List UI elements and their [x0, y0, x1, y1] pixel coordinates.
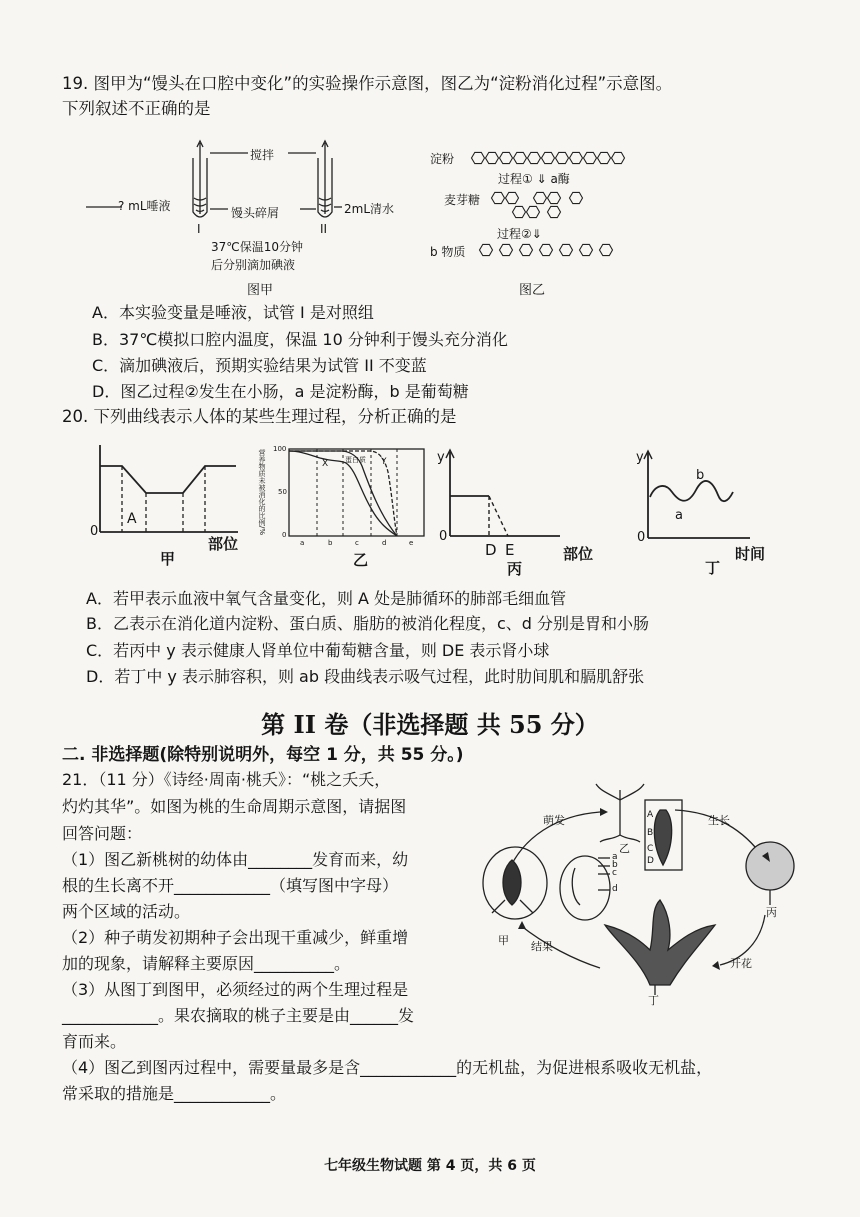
incubate-note-2: 后分别滴加碘液 [211, 258, 296, 272]
graph-bing-d: D [485, 541, 497, 559]
graph-yi-y-label: 营养物质未被消化的比例/% [258, 449, 266, 536]
graph-bing-origin: 0 [439, 529, 448, 544]
seed-letter-b: b [612, 860, 618, 870]
q19-stem-line2: 下列叙述不正确的是 [62, 99, 211, 118]
graph-yi-tick-50: 50 [278, 488, 287, 496]
q20-option-d: D．若丁中 y 表示肺容积，则 ab 段曲线表示吸气过程，此时肋间肌和膈肌舒张 [86, 667, 645, 686]
graph-yi-tick-100: 100 [273, 445, 287, 453]
section-2-title: 第 II 卷（非选择题 共 55 分） [261, 710, 599, 739]
seed-letter-c: c [612, 868, 617, 878]
graph-yi-curve-y: Y [381, 457, 387, 467]
arrow-label-bloom: 开花 [730, 957, 752, 970]
water-label: 2mL清水 [344, 202, 395, 216]
graph-jia-x-label: 部位 [208, 535, 239, 553]
graph-bing-x-label: 部位 [563, 545, 594, 563]
q21-line-5: 根的生长离不开____________（填写图中字母） [62, 876, 399, 895]
arrow-label-grow: 生长 [708, 814, 730, 827]
q21-line-8: 加的现象，请解释主要原因__________。 [62, 954, 351, 973]
process1-label: 过程① ⇓ a酶 [498, 172, 570, 186]
q21-line-10: ____________。果农摘取的桃子主要是由______发 [62, 1006, 415, 1025]
graph-ding-origin: 0 [637, 530, 646, 545]
figure-yi-caption: 图乙 [519, 283, 546, 298]
process2-label: 过程②⇓ [497, 227, 542, 241]
substance-b-label: b 物质 [430, 245, 466, 259]
graph-bing-e: E [505, 541, 515, 559]
root-letter-d: D [647, 856, 654, 866]
q21-line-13: 常采取的措施是____________。 [62, 1084, 287, 1103]
bread-label: 馒头碎屑 [231, 206, 280, 220]
q20-option-a: A．若甲表示血液中氧气含量变化，则 A 处是肺循环的肺部毛细血管 [86, 589, 567, 608]
section-2-header: 二. 非选择题(除特别说明外，每空 1 分，共 55 分。) [62, 745, 464, 765]
root-letter-a: A [647, 810, 654, 820]
q20-stem: 20. 下列曲线表示人体的某些生理过程，分析正确的是 [62, 407, 457, 426]
q21-line-6: 两个区域的活动。 [62, 902, 191, 921]
q21-line-2: 灼灼其华”。如图为桃的生命周期示意图，请据图 [62, 797, 407, 816]
q19-option-c: C．滴加碘液后，预期实验结果为试管 II 不变蓝 [92, 356, 427, 375]
figure-jia-caption: 图甲 [247, 283, 274, 298]
graph-jia-label-a: A [127, 511, 137, 527]
graph-yi-tick-e: e [409, 539, 414, 547]
graph-yi-tick-a: a [300, 539, 305, 547]
graph-yi-tick-b: b [328, 539, 333, 547]
root-letter-b: B [647, 828, 654, 838]
page-footer: 七年级生物试题 第 4 页，共 6 页 [324, 1158, 536, 1174]
root-letter-c: C [647, 844, 654, 854]
graph-bing-caption: 丙 [507, 560, 523, 578]
q21-line-7: （2）种子萌发初期种子会出现干重减少，鲜重增 [62, 928, 409, 947]
q21-line-11: 育而来。 [62, 1032, 127, 1051]
q21-line-3: 回答问题： [62, 824, 143, 843]
graph-yi-curve-protein: 蛋白质 [345, 456, 366, 464]
graph-jia-origin: 0 [90, 524, 99, 539]
arrow-label-fruit: 结果 [531, 940, 553, 953]
saliva-label: ? mL唾液 [118, 199, 171, 213]
q21-line-1: 21．（11 分）《诗经·周南·桃夭》：“桃之夭夭， [62, 770, 391, 789]
q19-option-d: D．图乙过程②发生在小肠，a 是淀粉酶，b 是葡萄糖 [92, 382, 469, 401]
q19-option-a: A．本实验变量是唾液，试管 I 是对照组 [92, 303, 374, 322]
stage-bing-label: 丙 [766, 906, 777, 919]
graph-bing-y: y [437, 450, 445, 465]
stir-label: 搅拌 [250, 148, 275, 162]
q21-line-4: （1）图乙新桃树的幼体由________发育而来，幼 [62, 850, 409, 869]
incubate-note-1: 37℃保温10分钟 [211, 240, 304, 254]
arrow-label-germinate: 萌发 [543, 814, 565, 827]
q21-line-12: （4）图乙到图丙过程中，需要量最多是含____________的无机盐，为促进根系吸收无机盐， [62, 1058, 713, 1077]
graph-ding-a: a [675, 508, 683, 523]
graph-yi-tick-d: d [382, 539, 387, 547]
graph-yi-tick-c: c [355, 539, 359, 547]
tube-1-label: I [197, 222, 201, 236]
stage-yi-label: 乙 [619, 842, 630, 855]
graph-jia-caption: 甲 [160, 550, 176, 568]
stage-ding-label: 丁 [648, 994, 659, 1007]
seed-letter-a: a [612, 852, 618, 862]
seed-letter-d: d [612, 884, 618, 894]
q19-option-b: B．37℃模拟口腔内温度，保温 10 分钟利于馒头充分消化 [92, 330, 508, 349]
tube-2-label: II [320, 222, 328, 236]
graph-ding-y: y [636, 450, 644, 465]
q20-option-c: C．若丙中 y 表示健康人肾单位中葡萄糖含量，则 DE 表示肾小球 [86, 641, 550, 660]
graph-ding-caption: 丁 [705, 559, 721, 577]
graph-yi-curve-x: X [322, 459, 329, 469]
q20-option-b: B．乙表示在消化道内淀粉、蛋白质、脂肪的被消化程度，c、d 分别是胃和小肠 [86, 614, 650, 633]
graph-yi-caption: 乙 [353, 551, 369, 569]
graph-ding-x-label: 时间 [735, 545, 766, 563]
q19-stem-line1: 19. 图甲为“馒头在口腔中变化”的实验操作示意图，图乙为“淀粉消化过程”示意图。 [62, 74, 673, 93]
starch-label: 淀粉 [430, 152, 455, 166]
q21-line-9: （3）从图丁到图甲，必须经过的两个生理过程是 [62, 980, 409, 999]
maltose-label: 麦芽糖 [444, 193, 481, 207]
stage-jia-label: 甲 [498, 934, 509, 947]
graph-yi-tick-0: 0 [282, 531, 287, 539]
graph-ding-b: b [696, 468, 705, 483]
